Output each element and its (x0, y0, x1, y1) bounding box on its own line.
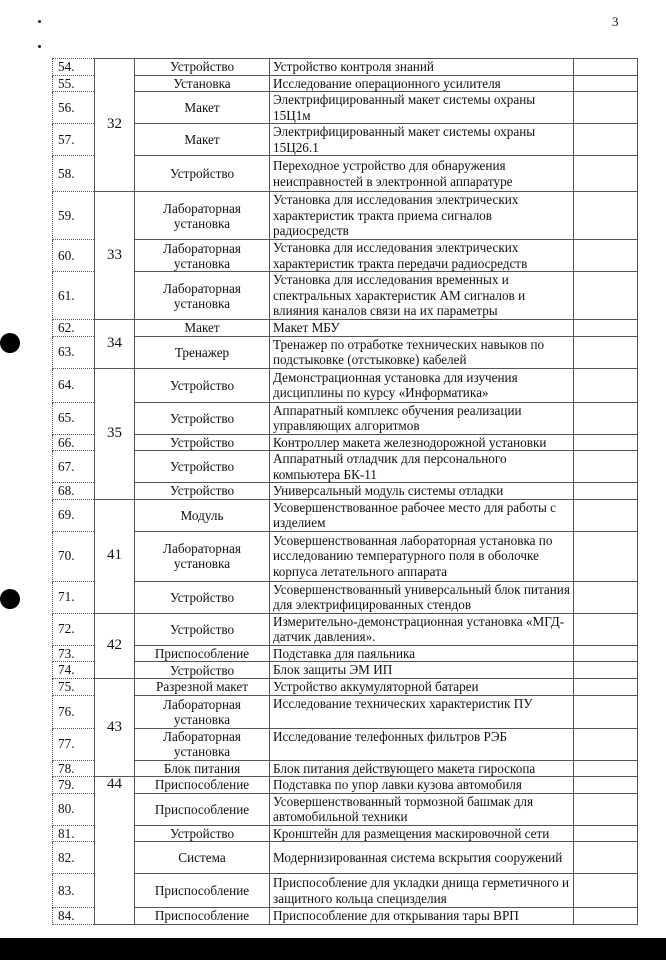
row-number: 66. (53, 434, 95, 451)
row-number: 82. (53, 842, 95, 874)
table-row (53, 695, 638, 728)
table-row (53, 613, 638, 645)
empty-cell (574, 124, 638, 156)
empty-cell (574, 695, 638, 728)
row-number: 75. (53, 679, 95, 696)
empty-cell (574, 645, 638, 662)
item-type: Модуль (135, 499, 270, 531)
item-type: Устройство (135, 156, 270, 192)
item-name: Устройство аккумуляторной батареи (270, 679, 574, 696)
item-type: Лабораторная установка (135, 272, 270, 320)
empty-cell (574, 613, 638, 645)
row-number: 67. (53, 451, 95, 483)
item-type: Устройство (135, 451, 270, 483)
item-name: Модернизированная система вскрытия сооружений (270, 842, 574, 874)
item-name: Подставка по упор лавки кузова автомобиля (270, 777, 574, 794)
empty-cell (574, 434, 638, 451)
item-type: Устройство (135, 825, 270, 842)
item-name: Подставка для паяльника (270, 645, 574, 662)
table-row (53, 434, 638, 451)
item-name: Приспособление для открывания тары ВРП (270, 908, 574, 925)
item-type: Лабораторная установка (135, 192, 270, 240)
item-type: Устройство (135, 59, 270, 76)
table-row (53, 451, 638, 483)
scan-speck (38, 45, 41, 48)
item-type: Приспособление (135, 777, 270, 794)
punch-hole-mark (0, 589, 20, 609)
item-name: Установка для исследования электрических характеристик тракта передачи радиосредств (270, 240, 574, 272)
item-name: Контроллер макета железнодорожной установки (270, 434, 574, 451)
page-number: 3 (612, 14, 619, 29)
table-row (53, 825, 638, 842)
group-code: 43 (95, 679, 135, 777)
item-name: Электрифицированный макет системы охраны 15Ц1м (270, 92, 574, 124)
table-row (53, 75, 638, 92)
empty-cell (574, 483, 638, 500)
item-name: Установка для исследования временных и спектральных характеристик АМ сигналов и влияния каналов связи на их параметры (270, 272, 574, 320)
empty-cell (574, 451, 638, 483)
item-type: Макет (135, 320, 270, 337)
empty-cell (574, 777, 638, 794)
item-name: Приспособление для укладки днища герметичного и защитного кольца специзделия (270, 874, 574, 908)
row-number: 69. (53, 499, 95, 531)
table-row (53, 842, 638, 874)
item-name: Аппаратный комплекс обучения реализации управляющих алгоритмов (270, 402, 574, 434)
table-row (53, 531, 638, 581)
table-row (53, 760, 638, 777)
empty-cell (574, 728, 638, 760)
row-number: 64. (53, 368, 95, 402)
empty-cell (574, 336, 638, 368)
empty-cell (574, 825, 638, 842)
row-number: 78. (53, 760, 95, 777)
table-row (53, 777, 638, 794)
row-number: 58. (53, 156, 95, 192)
item-name: Измерительно-демонстрационная установка «МГД-датчик давления». (270, 613, 574, 645)
item-type: Приспособление (135, 908, 270, 925)
punch-hole-mark (0, 333, 20, 353)
group-code: 42 (95, 613, 135, 679)
item-type: Система (135, 842, 270, 874)
table-row (53, 92, 638, 124)
group-code: 32 (95, 59, 135, 192)
table-row (53, 679, 638, 696)
row-number: 65. (53, 402, 95, 434)
item-type: Тренажер (135, 336, 270, 368)
row-number: 55. (53, 75, 95, 92)
row-number: 71. (53, 581, 95, 613)
table-row (53, 336, 638, 368)
row-number: 83. (53, 874, 95, 908)
empty-cell (574, 75, 638, 92)
item-type: Лабораторная установка (135, 531, 270, 581)
empty-cell (574, 662, 638, 679)
item-type: Лабораторная установка (135, 728, 270, 760)
row-number: 60. (53, 240, 95, 272)
empty-cell (574, 368, 638, 402)
item-type: Лабораторная установка (135, 240, 270, 272)
table-row (53, 499, 638, 531)
empty-cell (574, 272, 638, 320)
item-type: Лабораторная установка (135, 695, 270, 728)
item-type: Блок питания (135, 760, 270, 777)
table-row (53, 320, 638, 337)
table-row (53, 581, 638, 613)
item-type: Макет (135, 124, 270, 156)
item-type: Установка (135, 75, 270, 92)
item-name: Электрифицированный макет системы охраны 15Ц26.1 (270, 124, 574, 156)
table-row (53, 272, 638, 320)
table-row (53, 874, 638, 908)
item-name: Усовершенствованное рабочее место для работы с изделием (270, 499, 574, 531)
table-row (53, 402, 638, 434)
table-row (53, 793, 638, 825)
empty-cell (574, 679, 638, 696)
row-number: 62. (53, 320, 95, 337)
item-type: Устройство (135, 613, 270, 645)
item-type: Устройство (135, 581, 270, 613)
empty-cell (574, 793, 638, 825)
empty-cell (574, 760, 638, 777)
item-name: Демонстрационная установка для изучения дисциплины по курсу «Информатика» (270, 368, 574, 402)
row-number: 80. (53, 793, 95, 825)
item-type: Приспособление (135, 645, 270, 662)
item-name: Усовершенствованный тормозной башмак для автомобильной техники (270, 793, 574, 825)
empty-cell (574, 92, 638, 124)
item-name: Усовершенствованный универсальный блок питания для электрифицированных стендов (270, 581, 574, 613)
scan-bottom-edge (0, 938, 666, 960)
row-number: 57. (53, 124, 95, 156)
table-row (53, 645, 638, 662)
empty-cell (574, 156, 638, 192)
row-number: 74. (53, 662, 95, 679)
item-type: Устройство (135, 483, 270, 500)
empty-cell (574, 499, 638, 531)
item-name: Исследование операционного усилителя (270, 75, 574, 92)
table-row (53, 124, 638, 156)
row-number: 68. (53, 483, 95, 500)
item-type: Устройство (135, 402, 270, 434)
row-number: 63. (53, 336, 95, 368)
item-name: Универсальный модуль системы отладки (270, 483, 574, 500)
table-row (53, 483, 638, 500)
group-code: 34 (95, 320, 135, 369)
row-number: 76. (53, 695, 95, 728)
table-row (53, 662, 638, 679)
row-number: 84. (53, 908, 95, 925)
empty-cell (574, 192, 638, 240)
inventory-table (52, 58, 638, 925)
row-number: 79. (53, 777, 95, 794)
empty-cell (574, 842, 638, 874)
item-type: Макет (135, 92, 270, 124)
inventory-table-body (53, 59, 638, 925)
row-number: 56. (53, 92, 95, 124)
row-number: 73. (53, 645, 95, 662)
scan-speck (38, 20, 41, 23)
item-name: Кронштейн для размещения маскировочной сети (270, 825, 574, 842)
item-type: Разрезной макет (135, 679, 270, 696)
item-name: Блок защиты ЭМ ИП (270, 662, 574, 679)
item-type: Устройство (135, 434, 270, 451)
item-name: Усовершенствованная лабораторная установка по исследованию температурного поля в оболочке корпуса летательного аппарата (270, 531, 574, 581)
table-row (53, 192, 638, 240)
empty-cell (574, 531, 638, 581)
item-type: Устройство (135, 368, 270, 402)
item-type: Приспособление (135, 793, 270, 825)
item-type: Устройство (135, 662, 270, 679)
item-name: Исследование технических характеристик ПУ (270, 695, 574, 728)
empty-cell (574, 320, 638, 337)
row-number: 54. (53, 59, 95, 76)
table-row (53, 908, 638, 925)
item-name: Макет МБУ (270, 320, 574, 337)
empty-cell (574, 240, 638, 272)
item-name: Тренажер по отработке технических навыков по подстыковке (отстыковке) кабелей (270, 336, 574, 368)
row-number: 77. (53, 728, 95, 760)
item-name: Аппаратный отладчик для персонального компьютера БК-11 (270, 451, 574, 483)
empty-cell (574, 908, 638, 925)
item-name: Блок питания действующего макета гироскопа (270, 760, 574, 777)
row-number: 72. (53, 613, 95, 645)
table-row (53, 368, 638, 402)
item-name: Устройство контроля знаний (270, 59, 574, 76)
item-name: Установка для исследования электрических характеристик тракта приема сигналов радиосредств (270, 192, 574, 240)
group-code: 35 (95, 368, 135, 499)
group-code: 44 (95, 777, 135, 925)
group-code: 41 (95, 499, 135, 613)
row-number: 81. (53, 825, 95, 842)
row-number: 59. (53, 192, 95, 240)
empty-cell (574, 581, 638, 613)
empty-cell (574, 874, 638, 908)
item-type: Приспособление (135, 874, 270, 908)
item-name: Исследование телефонных фильтров РЭБ (270, 728, 574, 760)
empty-cell (574, 59, 638, 76)
row-number: 61. (53, 272, 95, 320)
table-row (53, 59, 638, 76)
table-row (53, 240, 638, 272)
empty-cell (574, 402, 638, 434)
table-row (53, 728, 638, 760)
table-row (53, 156, 638, 192)
item-name: Переходное устройство для обнаружения неисправностей в электронной аппаратуре (270, 156, 574, 192)
row-number: 70. (53, 531, 95, 581)
group-code: 33 (95, 192, 135, 320)
